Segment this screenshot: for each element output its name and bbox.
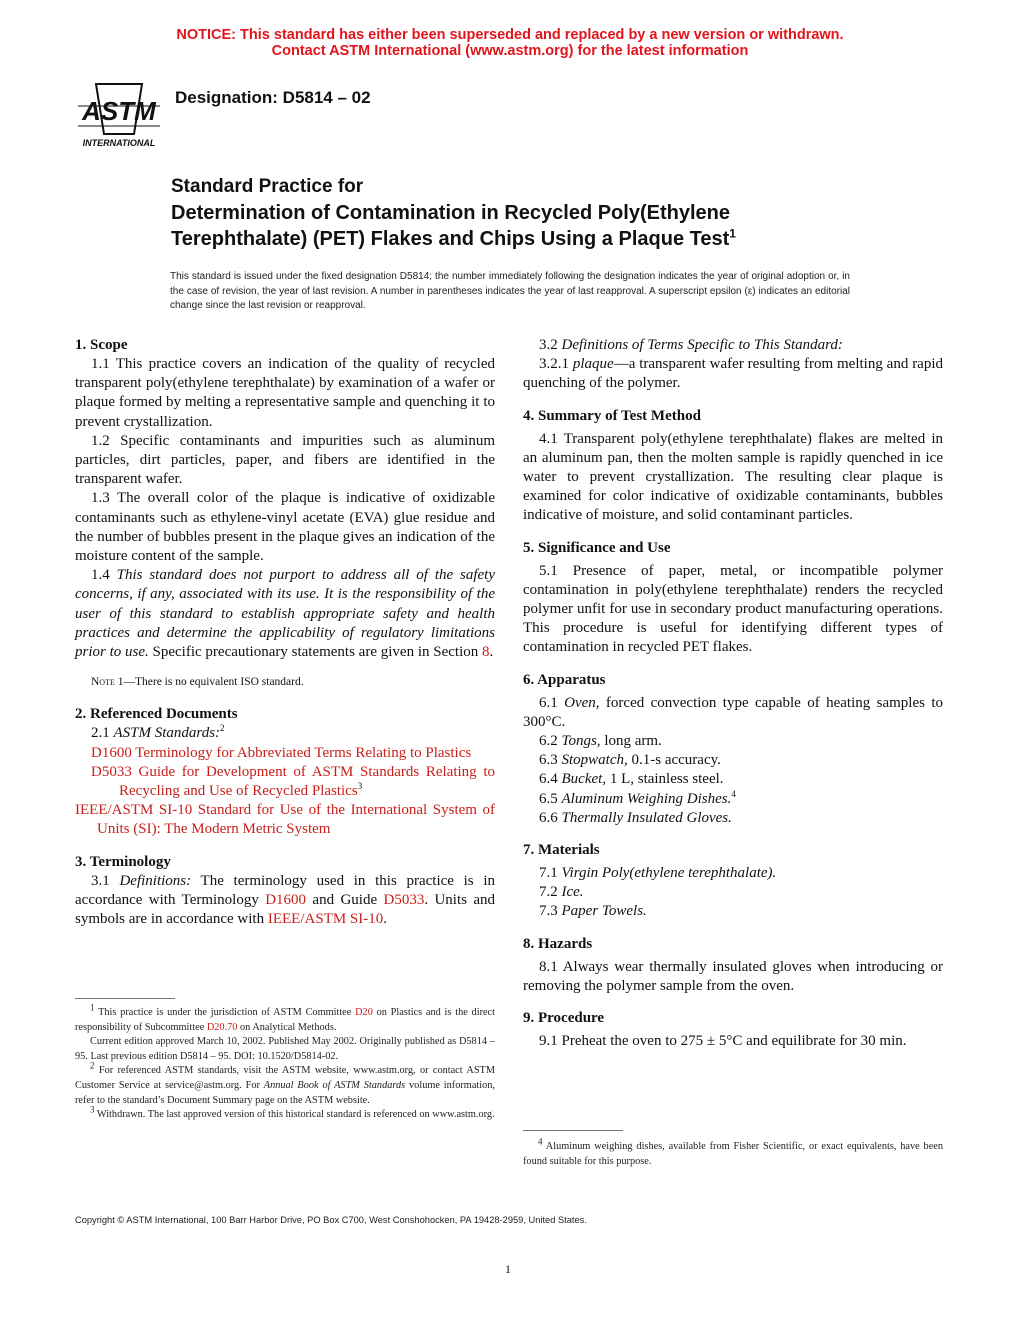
note-label: Note xyxy=(91,676,115,689)
para-6-5 xyxy=(523,790,943,809)
section-terminology-heading: 3. Terminology xyxy=(75,853,171,870)
footnote-1-mark: 1 xyxy=(90,1002,95,1013)
para-3-2-1-text: —a transparent wafer resulting from melting and rapid quenching of the polymer. xyxy=(523,356,944,392)
footnote-1-p2: Current edition approved March 10, 2002. Published May 2002. Originally published as D5814 – 95. Last previous edition D5814 – 95. DOI: 10.1520/D5814-02. xyxy=(75,1036,495,1062)
footnotes-left xyxy=(75,1002,495,1123)
left-column xyxy=(75,336,495,929)
footnote-2-italic: Annual Book of ASTM Standards xyxy=(263,1079,406,1091)
title-line-1: Standard Practice for xyxy=(171,176,364,197)
ref-d5033[interactable] xyxy=(75,763,495,801)
para-6-3-text: 0.1-s accuracy. xyxy=(627,752,721,769)
para-3-1-mid: and Guide xyxy=(306,891,384,908)
logo-subtext: INTERNATIONAL xyxy=(82,138,156,148)
note-text: 1—There is no equivalent ISO standard. xyxy=(114,676,304,689)
para-7-2 xyxy=(523,883,943,902)
para-7-1-num: 7.1 xyxy=(539,865,562,882)
footnote-1-a: This practice is under the jurisdiction of ASTM Committee xyxy=(94,1007,356,1018)
para-7-1-italic: Virgin Poly(ethylene terephthalate). xyxy=(561,865,777,882)
para-6-1 xyxy=(523,694,943,732)
para-6-5-num: 6.5 xyxy=(539,790,562,807)
para-1-3: 1.3 The overall color of the plaque is indicative of oxidizable contaminants such as ethylene-vinyl acetate (EVA) glue residue and the number of bubbles present in the plaque gives an indication of the moisture content of the sample. xyxy=(75,490,495,565)
d5033-link[interactable]: D5033 xyxy=(383,891,425,908)
para-6-5-italic: Aluminum Weighing Dishes. xyxy=(561,790,732,807)
section-8-link[interactable]: 8 xyxy=(481,644,490,661)
right-column xyxy=(523,336,943,1051)
section-apparatus-heading: 6. Apparatus xyxy=(523,671,606,688)
subcommittee-d2070-link[interactable]: D20.70 xyxy=(206,1021,238,1033)
ref-ieee-si10[interactable]: IEEE/ASTM SI-10 Standard for Use of the International System of Units (SI): The Modern Metric System xyxy=(75,802,495,838)
footnote-3-mark: 3 xyxy=(90,1104,95,1115)
astm-logo-icon xyxy=(76,76,162,152)
para-3-2-1-italic: plaque xyxy=(572,356,614,373)
para-3-1-mid2: . Units and symbols are in accordance with xyxy=(75,891,495,928)
para-6-1-text: forced convection type capable of heating samples to 300°C. xyxy=(523,694,943,730)
section-hazards-heading: 8. Hazards xyxy=(523,935,593,952)
footnote-4-mark: 4 xyxy=(538,1136,543,1147)
page-number: 1 xyxy=(505,1262,511,1276)
para-7-3 xyxy=(523,902,943,921)
para-6-3-num: 6.3 xyxy=(539,752,562,769)
footnote-4 xyxy=(523,1136,943,1169)
para-6-6-num: 6.6 xyxy=(539,809,562,826)
para-1-4-end: . xyxy=(489,644,494,661)
ref-d5033-sup: 3 xyxy=(357,781,363,792)
footnote-rule-right xyxy=(523,1130,623,1131)
footnote-2 xyxy=(75,1060,495,1108)
d1600-link[interactable]: D1600 xyxy=(265,891,307,908)
para-6-2 xyxy=(523,732,943,751)
section-materials-heading: 7. Materials xyxy=(523,842,600,859)
para-2-1-sup: 2 xyxy=(220,723,225,734)
notice-line-1: NOTICE: This standard has either been superseded and replaced by a new version or withdrawn. xyxy=(176,27,844,43)
section-summary-heading: 4. Summary of Test Method xyxy=(523,407,701,424)
para-6-3-italic: Stopwatch, xyxy=(561,752,628,769)
para-6-4-text: 1 L, stainless steel. xyxy=(606,771,724,788)
title-footnote-mark: 1 xyxy=(729,226,736,241)
title-line-3: Terephthalate) (PET) Flakes and Chips Using a Plaque Test xyxy=(171,228,730,250)
para-6-2-num: 6.2 xyxy=(539,733,562,750)
ref-d1600[interactable]: D1600 Terminology for Abbreviated Terms Relating to Plastics xyxy=(91,744,472,761)
footnote-2-b: volume information, refer to the standard’s Document Summary page on the ASTM website. xyxy=(75,1079,495,1106)
para-3-1 xyxy=(75,872,495,930)
logo-letters: ASTM xyxy=(82,96,156,126)
footnote-rule-left xyxy=(75,998,175,999)
para-7-3-italic: Paper Towels. xyxy=(561,903,647,920)
para-3-1-num: 3.1 xyxy=(91,872,120,889)
para-1-2: 1.2 Specific contaminants and impurities such as aluminum particles, dirt particles, paper, and fibers are identified in the transparent wafer. xyxy=(75,432,495,488)
para-1-4 xyxy=(75,566,495,662)
para-6-4-num: 6.4 xyxy=(539,771,562,788)
section-scope-heading: 1. Scope xyxy=(75,337,128,353)
footnote-2-a: For referenced ASTM standards, visit the ASTM website, www.astm.org, or contact ASTM Customer Service at service@astm.org. For xyxy=(75,1065,495,1091)
para-6-2-text: long arm. xyxy=(600,733,662,750)
footnote-3-text: Withdrawn. The last approved version of this historical standard is referenced on www.astm.org. xyxy=(94,1109,495,1121)
copyright-line: Copyright © ASTM International, 100 Barr Harbor Drive, PO Box C700, West Conshohocken, PA 19428-2959, United States. xyxy=(75,1215,587,1225)
para-6-6 xyxy=(523,809,943,828)
para-3-2-num: 3.2 xyxy=(539,337,562,353)
note-1 xyxy=(75,673,495,692)
section-significance-heading: 5. Significance and Use xyxy=(523,539,671,556)
para-6-5-sup: 4 xyxy=(731,788,736,799)
para-3-1-italic: Definitions: xyxy=(119,872,192,889)
para-6-1-num: 6.1 xyxy=(539,694,565,711)
footnote-3 xyxy=(75,1104,495,1123)
para-3-2-1 xyxy=(523,355,943,393)
para-1-1: 1.1 This practice covers an indication of the quality of recycled transparent poly(ethylene terephthalate) by examination of a wafer or plaque formed by melting a representative sample and quenching it to prevent crystallization. xyxy=(75,356,495,430)
notice-line-2: Contact ASTM International (www.astm.org) for the latest information xyxy=(271,43,749,59)
para-7-3-num: 7.3 xyxy=(539,903,562,920)
designation: Designation: D5814 – 02 xyxy=(175,88,371,107)
para-3-1-text: The terminology used in this practice is in accordance with Terminology xyxy=(75,872,496,908)
footnote-2-mark: 2 xyxy=(90,1060,95,1071)
para-4-1: 4.1 Transparent poly(ethylene terephthalate) flakes are melted in an aluminum pan, then the molten sample is rapidly quenched in ice water to prevent crystallization. The resulting clear plaque is examined for color indicative of oxidizable contaminants, bubbles indicative of moisture, and solid contaminant particles. xyxy=(523,430,943,524)
para-7-1 xyxy=(523,864,943,883)
para-6-1-italic: Oven, xyxy=(564,694,600,711)
para-6-4-italic: Bucket, xyxy=(561,771,607,788)
ref-d5033-link[interactable]: D5033 Guide for Development of ASTM Standards Relating to Recycling and Use of Recycled Plastics xyxy=(91,763,495,800)
committee-d20-link[interactable]: D20 xyxy=(355,1007,373,1018)
para-7-2-italic: Ice. xyxy=(561,884,584,901)
para-2-1 xyxy=(75,724,495,743)
footnotes-right xyxy=(523,1136,943,1169)
para-3-2-italic: Definitions of Terms Specific to This Standard: xyxy=(561,337,843,353)
para-6-2-italic: Tongs, xyxy=(561,733,601,750)
document-title xyxy=(171,174,736,252)
section-procedure-heading: 9. Procedure xyxy=(523,1010,605,1027)
para-1-4-num: 1.4 xyxy=(91,567,117,584)
para-3-2 xyxy=(523,336,943,355)
para-8-1: 8.1 Always wear thermally insulated gloves when introducing or removing the polymer sample from the oven. xyxy=(523,958,943,994)
footnote-4-text: Aluminum weighing dishes, available from Fisher Scientific, or exact equivalents, have been found suitable for this purpose. xyxy=(523,1141,943,1167)
para-6-4 xyxy=(523,770,943,789)
para-6-3 xyxy=(523,751,943,770)
para-5-1: 5.1 Presence of paper, metal, or incompatible polymer contamination in poly(ethylene terephthalate) renders the recycled polymer unfit for use in secondary product manufacturing operations. This procedure is useful for identifying different types of contamination in recycled PET flakes. xyxy=(523,562,943,656)
footnote-1 xyxy=(75,1002,495,1035)
issued-statement: This standard is issued under the fixed designation D5814; the number immediately following the designation indicates the year of original adoption or, in the case of revision, the year of last revision. A number in parentheses indicates the year of last reapproval. A superscript epsilon (ε) indicates an editorial change since the last revision or reapproval. xyxy=(170,271,850,311)
para-2-1-num: 2.1 xyxy=(91,725,114,742)
withdrawn-notice xyxy=(0,27,1020,59)
section-referenced-docs-heading: 2. Referenced Documents xyxy=(75,706,238,723)
para-3-2-1-num: 3.2.1 xyxy=(539,356,573,373)
para-1-4-italic: This standard does not purport to address all of the safety concerns, if any, associated with its use. It is the responsibility of the user of this standard to establish appropriate safety and health practices and determine the applicability of regulatory limitations prior to use. xyxy=(75,567,496,661)
para-3-1-end: . xyxy=(383,911,388,928)
para-2-1-italic: ASTM Standards: xyxy=(113,725,221,742)
para-7-2-num: 7.2 xyxy=(539,884,562,901)
footnote-1-c: on Analytical Methods. xyxy=(237,1021,337,1033)
ieee-si10-link[interactable]: IEEE/ASTM SI-10 xyxy=(267,911,384,928)
footnote-1-b: on Plastics and is the direct responsibility of Subcommittee xyxy=(75,1007,495,1033)
para-6-6-italic: Thermally Insulated Gloves. xyxy=(561,809,732,826)
title-line-2: Determination of Contamination in Recycled Poly(Ethylene xyxy=(171,202,730,224)
para-9-1: 9.1 Preheat the oven to 275 ± 5°C and equilibrate for 30 min. xyxy=(539,1033,907,1050)
para-1-4-rest: Specific precautionary statements are given in Section xyxy=(148,644,482,661)
